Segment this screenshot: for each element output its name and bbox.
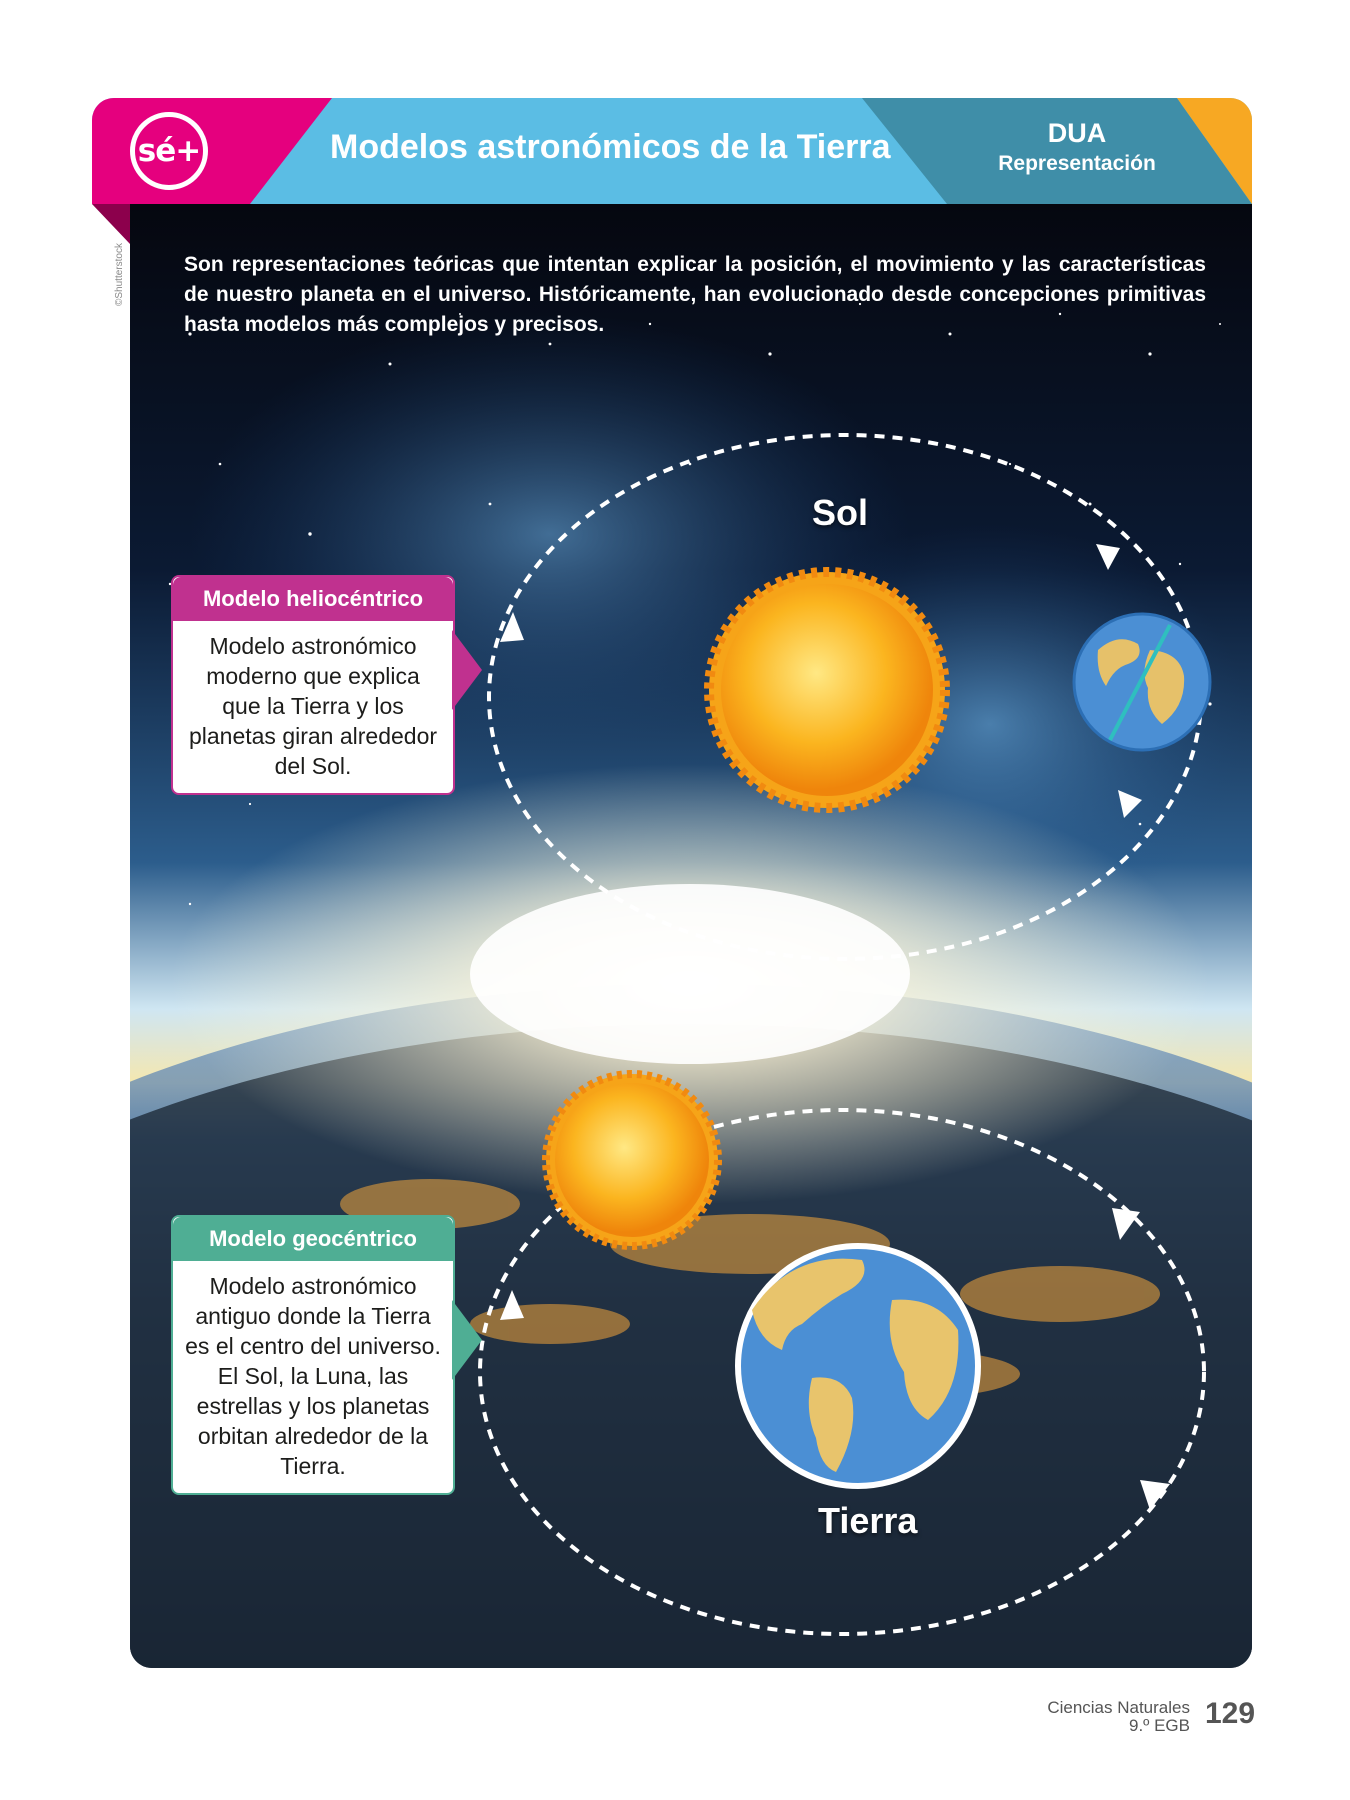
photo-credit: ©Shutterstock [114, 243, 125, 306]
subject-name: Ciencias Naturales [1047, 1698, 1190, 1717]
pointer-arrow-icon [452, 1300, 482, 1380]
dua-sublabel: Representación [998, 152, 1156, 175]
dua-label: DUA [1047, 118, 1107, 148]
geocentric-title: Modelo geocéntrico [173, 1217, 453, 1261]
dua-badge [972, 120, 1182, 174]
se-plus-logo: sé+ [130, 112, 208, 190]
heliocentric-title: Modelo heliocéntrico [173, 577, 453, 621]
page-header [92, 98, 1252, 204]
ribbon-fold [92, 204, 130, 244]
heliocentric-info-box [171, 575, 455, 795]
geocentric-info-box [171, 1215, 455, 1495]
sun-label: Sol [812, 492, 869, 533]
page-number: 129 [1205, 1697, 1256, 1730]
pointer-arrow-icon [452, 630, 482, 710]
intro-paragraph: Son representaciones teóricas que intentan explicar la posición, el movimiento y las características de nuestro planeta en el universo. Históricamente, han evolucionado desde concepciones primitivas hasta modelos más complejos y precisos. [184, 253, 1206, 336]
page-title: Modelos astronómicos de la Tierra [330, 128, 891, 166]
footer-subject [1047, 1699, 1190, 1735]
geocentric-description: Modelo astronómico antiguo donde la Tierra es el centro del universo. El Sol, la Luna, las estrellas y los planetas orbitan alrededor de la Tierra. [185, 1273, 441, 1479]
heliocentric-description: Modelo astronómico moderno que explica que la Tierra y los planetas giran alrededor del Sol. [188, 633, 438, 779]
grade-level: 9.º EGB [1128, 1716, 1190, 1735]
earth-label: Tierra [818, 1500, 918, 1541]
